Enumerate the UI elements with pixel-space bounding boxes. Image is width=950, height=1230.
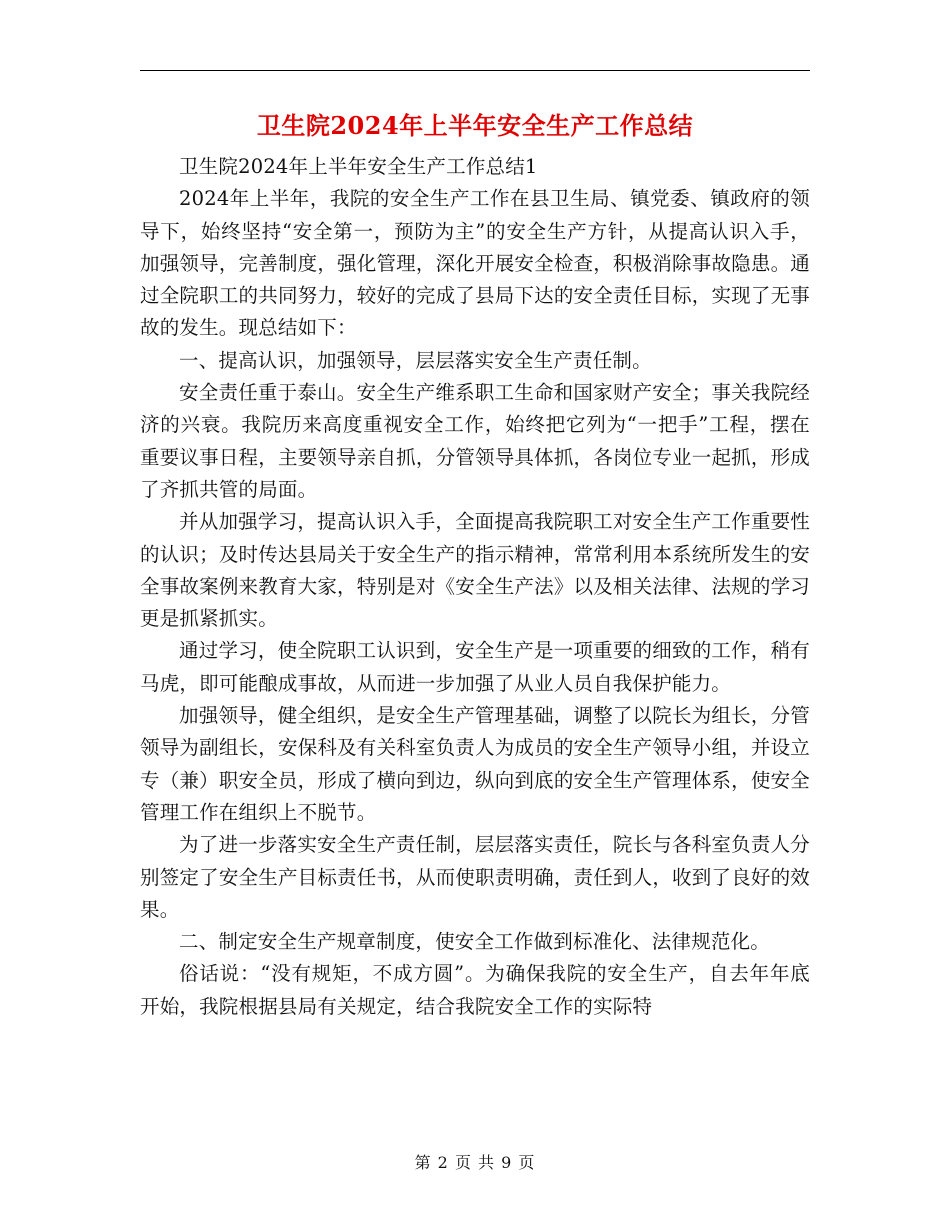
paragraph: 安全责任重于泰山。安全生产维系职工生命和国家财产安全；事关我院经济的兴衰。我院历来高度重视安全工作，始终把它列为“一把手”工程，摆在重要议事日程，主要领导亲自抓，分管领导具体抓，各岗位专业一起抓，形成了齐抓共管的局面。	[140, 381, 810, 501]
paragraph: 通过学习，使全院职工认识到，安全生产是一项重要的细致的工作，稍有马虎，即可能酿成事故，从而进一步加强了从业人员自我保护能力。	[140, 639, 810, 695]
page-footer: 第 2 页 共 9 页	[414, 1153, 536, 1172]
paragraph: 为了进一步落实安全生产责任制，层层落实责任，院长与各科室负责人分别签定了安全生产目标责任书，从而使职责明确，责任到人，收到了良好的效果。	[140, 833, 810, 921]
document-body	[140, 151, 810, 1023]
paragraph: 卫生院2024年上半年安全生产工作总结1	[179, 155, 538, 178]
paragraph: 并从加强学习，提高认识入手，全面提高我院职工对安全生产工作重要性的认识；及时传达县局关于安全生产的指示精神，常常利用本系统所发生的安全事故案例来教育大家，特别是对《安全生产法》以及相关法律、法规的学习更是抓紧抓实。	[140, 510, 810, 631]
section-heading: 二、制定安全生产规章制度，使安全工作做到标准化、法律规范化。	[179, 930, 771, 954]
document-title: 卫生院2024年上半年安全生产工作总结	[256, 111, 694, 140]
paragraph: 加强领导，健全组织，是安全生产管理基础，调整了以院长为组长，分管领导为副组长，安保科及有关科室负责人为成员的安全生产领导小组，并设立专（兼）职安全员，形成了横向到边，纵向到底的安全生产管理体系，使安全管理工作在组织上不脱节。	[140, 704, 810, 824]
paragraph: 2024年上半年，我院的安全生产工作在县卫生局、镇党委、镇政府的领导下，始终坚持“安全第一，预防为主”的安全生产方针，从提高认识入手，加强领导，完善制度，强化管理，深化开展安全检查，积极消除事故隐患。通过全院职工的共同努力，较好的完成了县局下达的安全责任目标，实现了无事故的发生。现总结如下：	[140, 187, 810, 340]
header-rule	[140, 70, 810, 71]
section-heading: 一、提高认识，加强领导，层层落实安全生产责任制。	[179, 348, 652, 372]
paragraph: 俗话说：“没有规矩，不成方圆”。为确保我院的安全生产，自去年年底开始，我院根据县局有关规定，结合我院安全工作的实际特	[140, 962, 810, 1018]
